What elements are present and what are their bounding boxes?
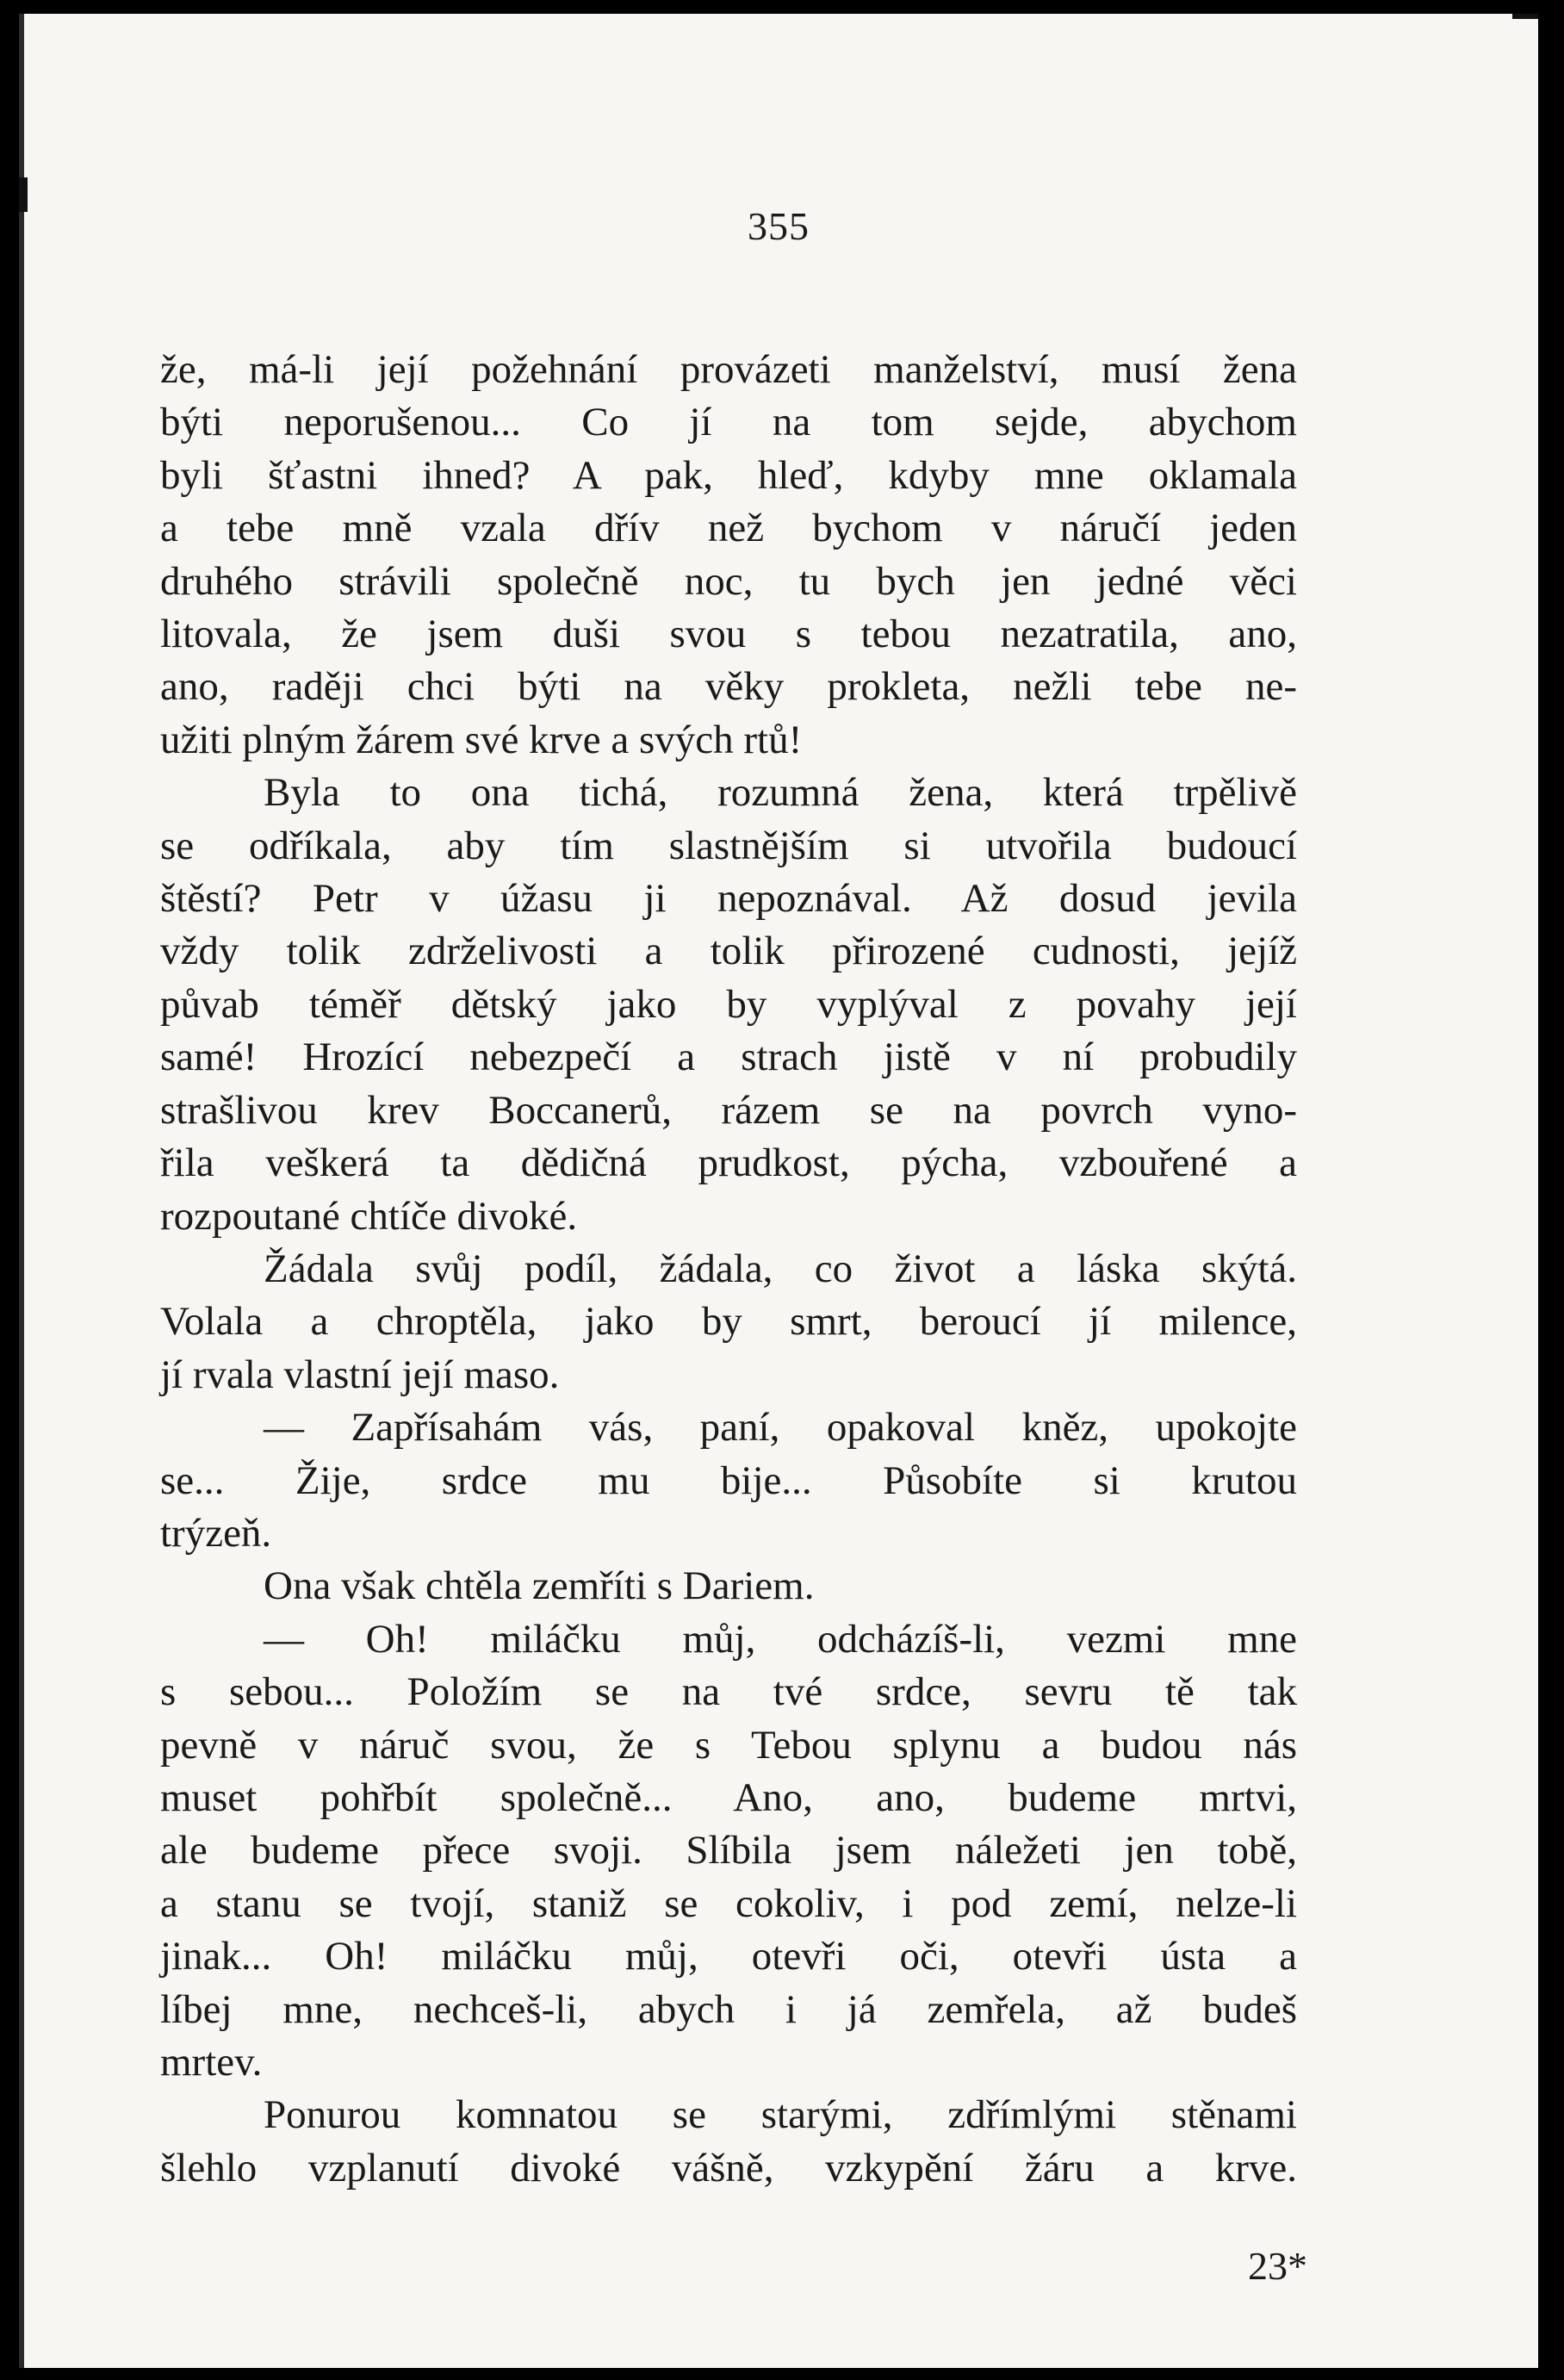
text-line: Ona však chtěla zemříti s Dariem. xyxy=(264,1563,815,1609)
body-text xyxy=(160,344,1297,2195)
page-number: 355 xyxy=(748,204,810,248)
text-line: že, má-li její požehnání provázeti manželství, musí žena xyxy=(160,347,1297,392)
signature-mark: 23* xyxy=(1248,2244,1307,2288)
text-line: půvab téměř dětský jako by vyplýval z povahy její xyxy=(160,981,1297,1027)
text-line: mrtev. xyxy=(160,2040,263,2085)
text-line: ano, raději chci býti na věky prokleta, nežli tebe ne- xyxy=(160,664,1297,710)
book-page xyxy=(19,14,1538,2368)
text-line: ale budeme přece svoji. Slíbila jsem náležeti jen tobě, xyxy=(160,1828,1297,1874)
binding-shadow xyxy=(19,14,24,2368)
text-line: se odříkala, aby tím slastnějším si utvořila budoucí xyxy=(160,823,1297,868)
text-line: — Oh! miláčku můj, odcházíš-li, vezmi mne xyxy=(264,1616,1297,1662)
text-line: štěstí? Petr v úžasu ji nepoznával. Až dosud jevila xyxy=(160,876,1297,922)
text-line: užiti plným žárem své krve a svých rtů! xyxy=(160,717,803,762)
text-line: pevně v náruč svou, že s Tebou splynu a budou nás xyxy=(160,1722,1297,1768)
text-line: a tebe mně vzala dřív než bychom v náručí jeden xyxy=(160,506,1297,551)
text-line: řila veškerá ta dědičná prudkost, pýcha, vzbouřené a xyxy=(160,1140,1297,1186)
text-line: trýzeň. xyxy=(160,1510,272,1556)
text-line: — Zapřísahám vás, paní, opakoval kněz, upokojte xyxy=(264,1405,1297,1451)
text-line: se... Žije, srdce mu bije... Působíte si krutou xyxy=(160,1457,1297,1503)
text-line: jinak... Oh! miláčku můj, otevři oči, otevři ústa a xyxy=(160,1934,1297,1979)
text-line: rozpoutané chtíče divoké. xyxy=(160,1193,578,1239)
text-line: šlehlo vzplanutí divoké vášně, vzkypění žáru a krve. xyxy=(160,2145,1297,2190)
text-line: líbej mne, nechceš-li, abych i já zemřela, až budeš xyxy=(160,1986,1297,2032)
text-line: muset pohřbít společně... Ano, ano, budeme mrtvi, xyxy=(160,1774,1297,1820)
text-line: strašlivou krev Boccanerů, rázem se na povrch vyno- xyxy=(160,1087,1297,1133)
text-line: s sebou... Položím se na tvé srdce, sevru tě tak xyxy=(160,1669,1297,1715)
text-line: Volala a chroptěla, jako by smrt, beroucí jí milence, xyxy=(160,1299,1297,1345)
text-line: litovala, že jsem duši svou s tebou nezatratila, ano, xyxy=(160,612,1297,657)
text-line: samé! Hrozící nebezpečí a strach jistě v ní probudily xyxy=(160,1035,1297,1080)
text-line: býti neporušenou... Co jí na tom sejde, abychom xyxy=(160,400,1297,445)
text-line: Žádala svůj podíl, žádala, co život a láska skýtá. xyxy=(264,1246,1297,1291)
text-line: Ponurou komnatou se starými, zdřímlými stěnami xyxy=(264,2092,1297,2138)
text-line: Byla to ona tichá, rozumná žena, která trpělivě xyxy=(264,770,1297,816)
text-line: jí rvala vlastní její maso. xyxy=(160,1352,560,1397)
top-right-corner-mark xyxy=(1512,14,1538,19)
text-line: a stanu se tvojí, staniž se cokoliv, i pod zemí, nelze-li xyxy=(160,1880,1297,1926)
text-line: vždy tolik zdrželivosti a tolik přirozené cudnosti, jejíž xyxy=(160,929,1297,974)
text-line: byli šťastni ihned? A pak, hleď, kdyby mne oklamala xyxy=(160,452,1297,498)
text-line: druhého strávili společně noc, tu bych jen jedné věci xyxy=(160,558,1297,604)
